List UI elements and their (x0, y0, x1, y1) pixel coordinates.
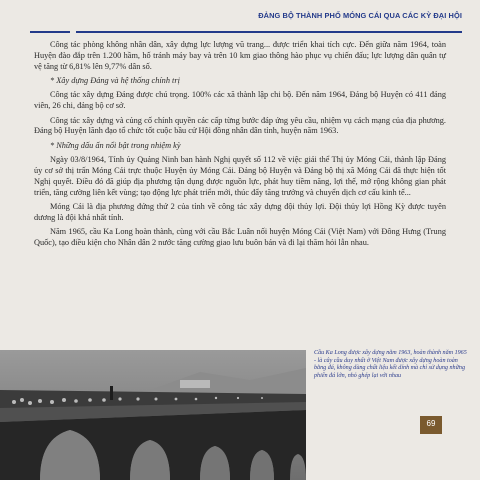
header-rule-left (30, 31, 70, 33)
paragraph: Công tác xây dựng và củng cố chính quyền các cấp từng bước đáp ứng yêu cầu, nhiệm vụ cách mạng của địa phương. Đảng bộ Huyện lãnh đạo tổ chức tốt cuộc bầu cử Hội đồng nhân dân tỉnh, huyện năm 1963. (34, 115, 446, 136)
section-heading: * Những dấu ấn nổi bật trong nhiệm kỳ (50, 140, 181, 150)
historic-bridge-crowd-photo-icon (0, 350, 306, 480)
paragraph: Móng Cái là địa phương đứng thứ 2 của tỉnh về công tác xây dựng đội thủy lợi. Đội thủy lợi Hồng Kỳ được tuyên dương là đội khá nhất tỉnh. (34, 201, 446, 222)
paragraph: Công tác xây dựng Đảng được chú trọng. 100% các xã thành lập chi bộ. Đến năm 1964, Đảng bộ Huyện có 411 đảng viên, 26 chi, đảng bộ cơ sở. (34, 90, 446, 111)
bridge-photo (0, 350, 306, 480)
paragraph: Năm 1965, cầu Ka Long hoàn thành, cùng với cầu Bắc Luân nối huyện Móng Cái (Việt Nam) với Đông Hưng (Trung Quốc), tạo điều kiện cho Nhân dân 2 nước tăng cường giao lưu buôn bán và đi lại thăm hỏi lẫn nhau. (34, 227, 446, 247)
page-number: 69 (426, 419, 436, 428)
page-number-box (420, 416, 442, 434)
paragraph: Công tác phòng không nhân dân, xây dựng lực lượng vũ trang... được triển khai tích cực. Đến giữa năm 1964, toàn Huyện đào đắp trên 1.200 hầm, hố tránh máy bay và trên 10 km giao thông hào phục vụ chiến đấu; lực lượng dân quân tự vệ tăng từ 6,81% lên 9,77% dân số. (34, 40, 446, 71)
section-heading: * Xây dựng Đảng và hệ thống chính trị (50, 75, 180, 85)
paragraph: Ngày 03/8/1964, Tỉnh ủy Quảng Ninh ban hành Nghị quyết số 112 về việc giải thể Thị ủy Móng Cái, thành lập Đảng ủy cơ sở thị trấn Móng Cái trực thuộc Huyện ủy Móng Cái. Đảng bộ Huyện và Đảng bộ thị xã Móng Cái đã thực hiện tốt Nghị quyết. Điều đó đã giúp địa phương tận dụng được nguồn lực, phát huy tiềm năng, lợi thế, mở rộng không gian phát triển, tăng cường liên kết vùng; tạo động lực phát triển mới, thúc đẩy tăng trưởng và chuyển dịch cơ cấu kinh tế... (34, 155, 446, 197)
photo-caption: Cầu Ka Long được xây dựng năm 1963, hoàn thành năm 1965 - là cây cầu duy nhất ở Việt Nam được xây dựng hoàn toàn bằng đá, không dùng chất liệu kết dính mà chỉ sử dụng những phiến đá lớn, nhỏ ghép lại với nhau (314, 350, 467, 379)
body-text (34, 40, 446, 252)
running-header: ĐẢNG BỘ THÀNH PHỐ MÓNG CÁI QUA CÁC KỲ ĐẠI HỘI (258, 11, 462, 20)
header-rule-right (76, 31, 462, 33)
